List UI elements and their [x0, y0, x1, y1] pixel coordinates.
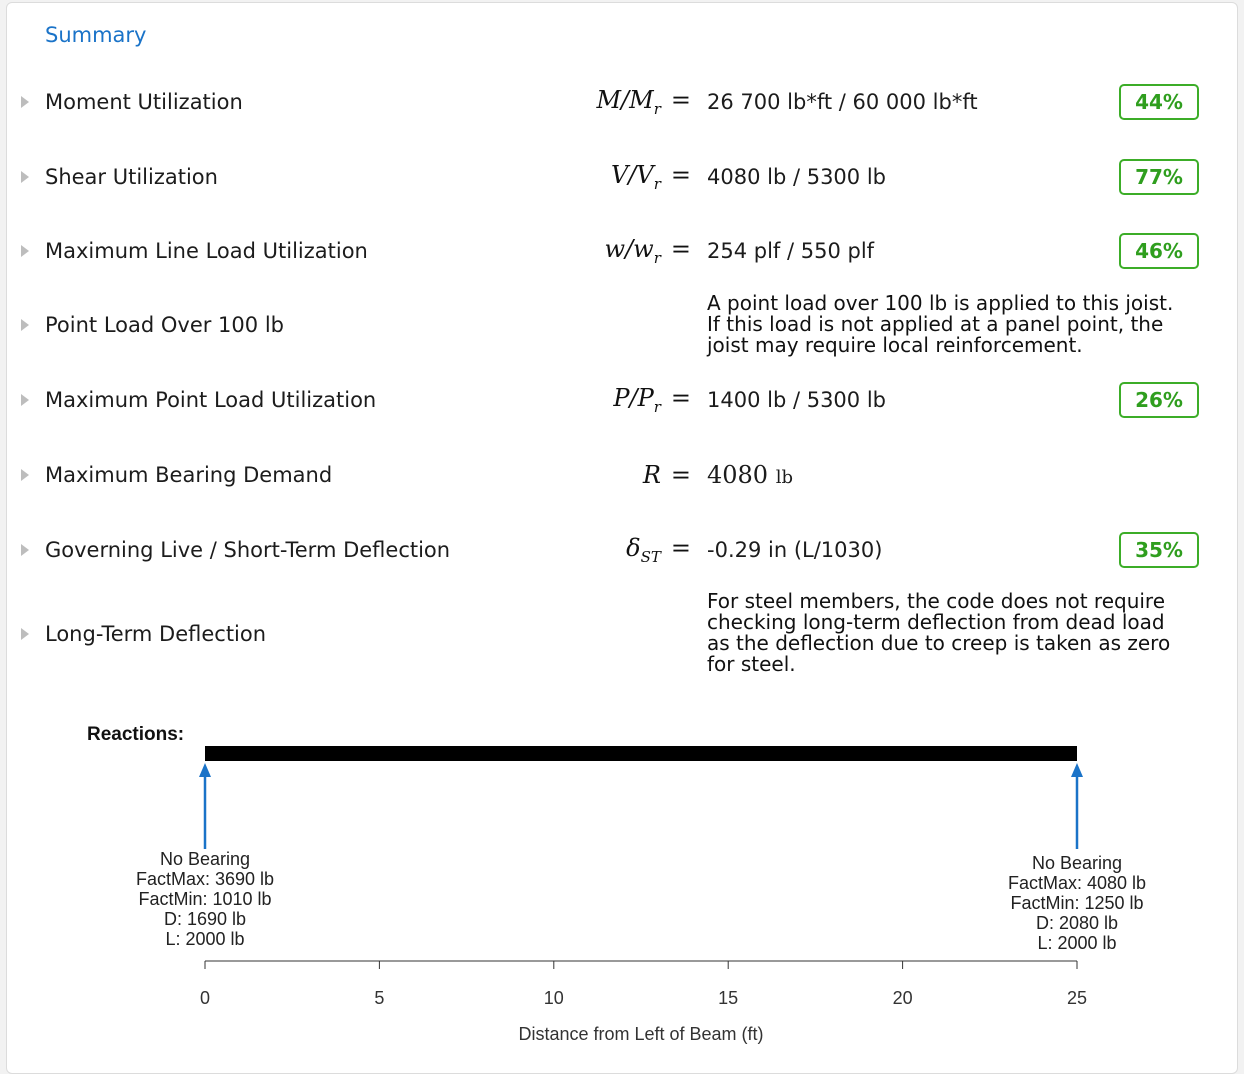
formula: $M/M_r$ = [596, 86, 691, 118]
row-label: Maximum Bearing Demand [45, 463, 333, 487]
utilization-badge: 77% [1119, 159, 1199, 195]
row-label: Maximum Point Load Utilization [45, 388, 377, 412]
row-value: 1400 lb / 5300 lb [707, 388, 886, 412]
reaction-label: No Bearing [1031, 853, 1123, 873]
x-tick-label: 20 [892, 988, 913, 1008]
reaction-label: L: 2000 lb [1037, 933, 1117, 953]
row-label: Long-Term Deflection [45, 622, 267, 646]
x-tick-label: 0 [199, 988, 211, 1008]
formula: $w/w_r$ = [604, 235, 691, 267]
utilization-badge: 46% [1119, 233, 1199, 269]
reaction-label: D: 2080 lb [1035, 913, 1119, 933]
row-value: 4080 lb [707, 461, 793, 489]
point-load-note: A point load over 100 lb is applied to this joist. If this load is not applied at a panel point, the joist may require local reinforcement. [707, 291, 1174, 357]
reaction-label: No Bearing [159, 849, 251, 869]
row-label: Governing Live / Short-Term Deflection [45, 538, 451, 562]
long-term-deflection-note: For steel members, the code does not require checking long-term deflection from dead load as the deflection due to creep is taken as zero for steel. [707, 589, 1171, 676]
utilization-badge: 26% [1119, 382, 1199, 418]
row-label: Shear Utilization [45, 165, 218, 189]
reactions-chart [7, 3, 1237, 1055]
formula: $\delta_{ST}$ = [626, 534, 691, 566]
utilization-badge: 35% [1119, 532, 1199, 568]
reaction-arrow-head [199, 763, 211, 777]
x-tick-label: 10 [543, 988, 564, 1008]
formula: $P/P_r$ = [613, 384, 691, 416]
row-label: Moment Utilization [45, 90, 243, 114]
formula: R = [642, 461, 691, 489]
reaction-label: FactMax: 4080 lb [1007, 873, 1147, 893]
row-value: 254 plf / 550 plf [707, 239, 875, 263]
formula: $V/V_r$ = [610, 161, 691, 193]
summary-title[interactable]: Summary [45, 23, 147, 47]
reaction-label: FactMax: 3690 lb [135, 869, 275, 889]
x-tick-label: 15 [718, 988, 739, 1008]
x-axis-label: Distance from Left of Beam (ft) [518, 1024, 764, 1044]
utilization-badge: 44% [1119, 84, 1199, 120]
reaction-label: L: 2000 lb [165, 929, 245, 949]
beam [205, 746, 1077, 761]
row-label: Point Load Over 100 lb [45, 313, 284, 337]
x-tick-label: 25 [1066, 988, 1088, 1008]
reaction-arrow-head [1071, 763, 1083, 777]
reaction-label: FactMin: 1010 lb [138, 889, 272, 909]
row-value: 26 700 lb*ft / 60 000 lb*ft [707, 90, 978, 114]
x-tick-label: 5 [374, 988, 385, 1008]
summary-card [6, 2, 1238, 1074]
reaction-label: FactMin: 1250 lb [1010, 893, 1144, 913]
chart-title: Reactions: [87, 724, 185, 745]
row-label: Maximum Line Load Utilization [45, 239, 368, 263]
row-value: -0.29 in (L/1030) [707, 538, 883, 562]
row-value: 4080 lb / 5300 lb [707, 165, 886, 189]
reaction-label: D: 1690 lb [163, 909, 247, 929]
